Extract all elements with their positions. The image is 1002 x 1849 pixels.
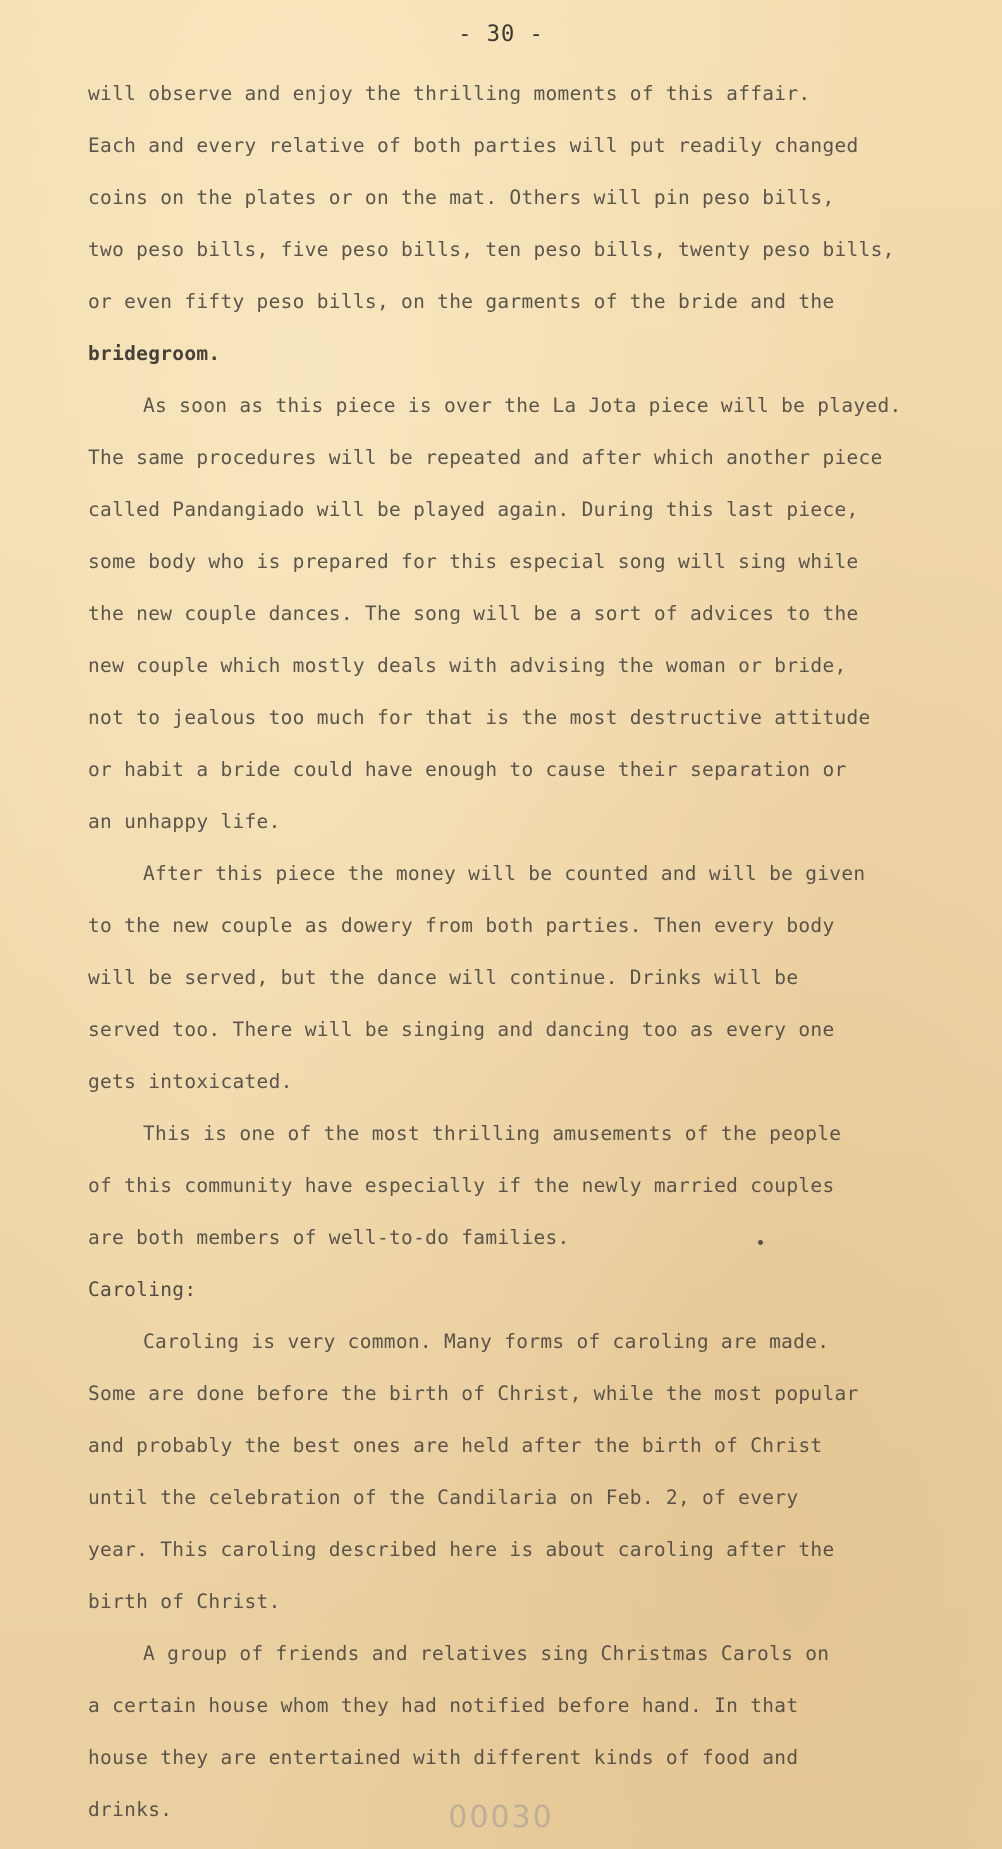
- text-line: two peso bills, five peso bills, ten peso bills, twenty peso bills,: [88, 238, 895, 261]
- text-line: and probably the best ones are held after the birth of Christ: [88, 1434, 823, 1457]
- text-line: new couple which mostly deals with advising the woman or bride,: [88, 654, 847, 677]
- archive-stamp-number: 00030: [448, 1800, 554, 1835]
- text-line: of this community have especially if the newly married couples: [88, 1174, 835, 1197]
- text-line: some body who is prepared for this especial song will sing while: [88, 550, 859, 573]
- page-number: - 30 -: [458, 22, 544, 47]
- paragraph-start: This is one of the most thrilling amusements of the people: [143, 1122, 842, 1145]
- text-line: a certain house whom they had notified before hand. In that: [88, 1694, 799, 1717]
- text-line: birth of Christ.: [88, 1590, 281, 1613]
- paragraph-start: After this piece the money will be counted and will be given: [143, 862, 866, 885]
- text-line: or habit a bride could have enough to cause their separation or: [88, 758, 847, 781]
- text-line: Each and every relative of both parties will put readily changed: [88, 134, 859, 157]
- text-line: an unhappy life.: [88, 810, 281, 833]
- paragraph-start: As soon as this piece is over the La Jota piece will be played.: [143, 394, 902, 417]
- text-line: to the new couple as dowery from both parties. Then every body: [88, 914, 835, 937]
- text-line: will be served, but the dance will continue. Drinks will be: [88, 966, 799, 989]
- text-line: called Pandangiado will be played again. During this last piece,: [88, 498, 859, 521]
- text-line: drinks.: [88, 1798, 173, 1821]
- text-line: gets intoxicated.: [88, 1070, 293, 1093]
- text-line: served too. There will be singing and dancing too as every one: [88, 1018, 835, 1041]
- text-line: will observe and enjoy the thrilling moments of this affair.: [88, 82, 811, 105]
- text-line: year. This caroling described here is about caroling after the: [88, 1538, 835, 1561]
- text-line: until the celebration of the Candilaria on Feb. 2, of every: [88, 1486, 799, 1509]
- text-line: bridegroom.: [88, 342, 221, 365]
- text-line: house they are entertained with different kinds of food and: [88, 1746, 799, 1769]
- document-body: [88, 68, 968, 1836]
- section-heading-caroling: Caroling:: [88, 1278, 197, 1301]
- paragraph-start: Caroling is very common. Many forms of caroling are made.: [143, 1330, 830, 1353]
- text-line: or even fifty peso bills, on the garments of the bride and the: [88, 290, 835, 313]
- text-line: the new couple dances. The song will be a sort of advices to the: [88, 602, 859, 625]
- text-line: Some are done before the birth of Christ, while the most popular: [88, 1382, 859, 1405]
- text-line: not to jealous too much for that is the most destructive attitude: [88, 706, 871, 729]
- ink-speck: [758, 1240, 763, 1245]
- paragraph-start: A group of friends and relatives sing Christmas Carols on: [143, 1642, 830, 1665]
- text-line: The same procedures will be repeated and after which another piece: [88, 446, 883, 469]
- text-line: coins on the plates or on the mat. Others will pin peso bills,: [88, 186, 835, 209]
- text-line: are both members of well-to-do families.: [88, 1226, 570, 1249]
